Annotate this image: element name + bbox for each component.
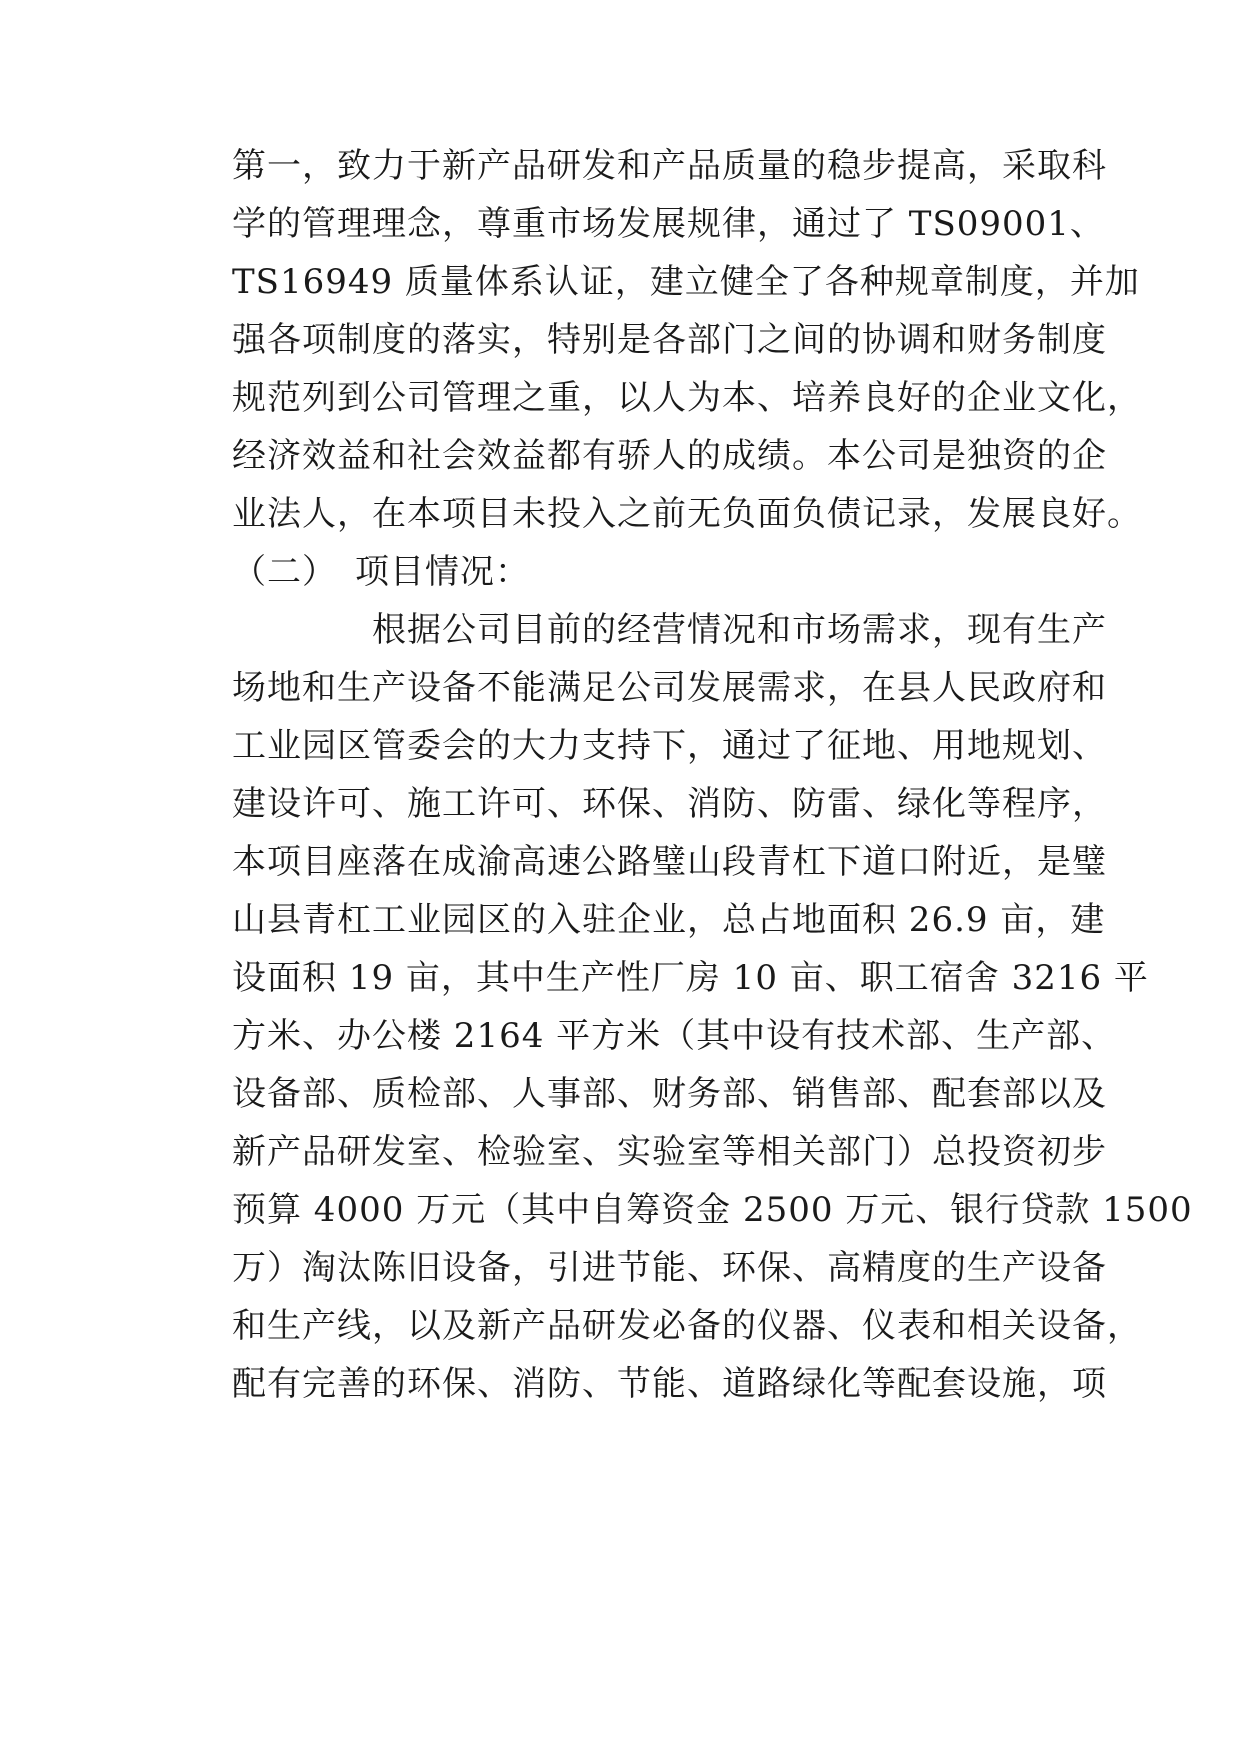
paragraph-line: 设备部、质检部、人事部、财务部、销售部、配套部以及: [232, 1074, 1107, 1114]
paragraph-line: 场地和生产设备不能满足公司发展需求，在县人民政府和: [232, 668, 1107, 708]
paragraph-line: 经济效益和社会效益都有骄人的成绩。本公司是独资的企: [232, 436, 1107, 476]
paragraph-line: 业法人，在本项目未投入之前无负面负债记录，发展良好。: [232, 494, 1142, 534]
paragraph-line: 规范列到公司管理之重，以人为本、培养良好的企业文化，: [232, 378, 1142, 418]
paragraph-line: 工业园区管委会的大力支持下，通过了征地、用地规划、: [232, 726, 1107, 766]
paragraph-line: 预算 4000 万元（其中自筹资金 2500 万元、银行贷款 1500: [232, 1190, 1193, 1230]
paragraph-line: 第一，致力于新产品研发和产品质量的稳步提高，采取科: [232, 146, 1107, 186]
paragraph-line: 和生产线，以及新产品研发必备的仪器、仪表和相关设备，: [232, 1306, 1142, 1346]
paragraph-line: TS16949 质量体系认证，建立健全了各种规章制度，并加: [232, 262, 1140, 302]
paragraph-line: 根据公司目前的经营情况和市场需求，现有生产: [232, 610, 1107, 650]
paragraph-line: 方米、办公楼 2164 平方米（其中设有技术部、生产部、: [232, 1016, 1117, 1056]
paragraph-line: 本项目座落在成渝高速公路璧山段青杠下道口附近，是璧: [232, 842, 1107, 882]
paragraph-line: 强各项制度的落实，特别是各部门之间的协调和财务制度: [232, 320, 1107, 360]
paragraph-line: 山县青杠工业园区的入驻企业，总占地面积 26.9 亩，建: [232, 900, 1106, 940]
paragraph-line: 建设许可、施工许可、环保、消防、防雷、绿化等程序，: [232, 784, 1107, 824]
section-heading: （二） 项目情况：: [232, 552, 530, 592]
paragraph-line: 万）淘汰陈旧设备，引进节能、环保、高精度的生产设备: [232, 1248, 1107, 1288]
paragraph-line: 配有完善的环保、消防、节能、道路绿化等配套设施，项: [232, 1364, 1107, 1404]
paragraph-line: 设面积 19 亩，其中生产性厂房 10 亩、职工宿舍 3216 平: [232, 958, 1149, 998]
paragraph-line: 学的管理理念，尊重市场发展规律，通过了 TS09001、: [232, 204, 1105, 244]
paragraph-line: 新产品研发室、检验室、实验室等相关部门）总投资初步: [232, 1132, 1107, 1172]
